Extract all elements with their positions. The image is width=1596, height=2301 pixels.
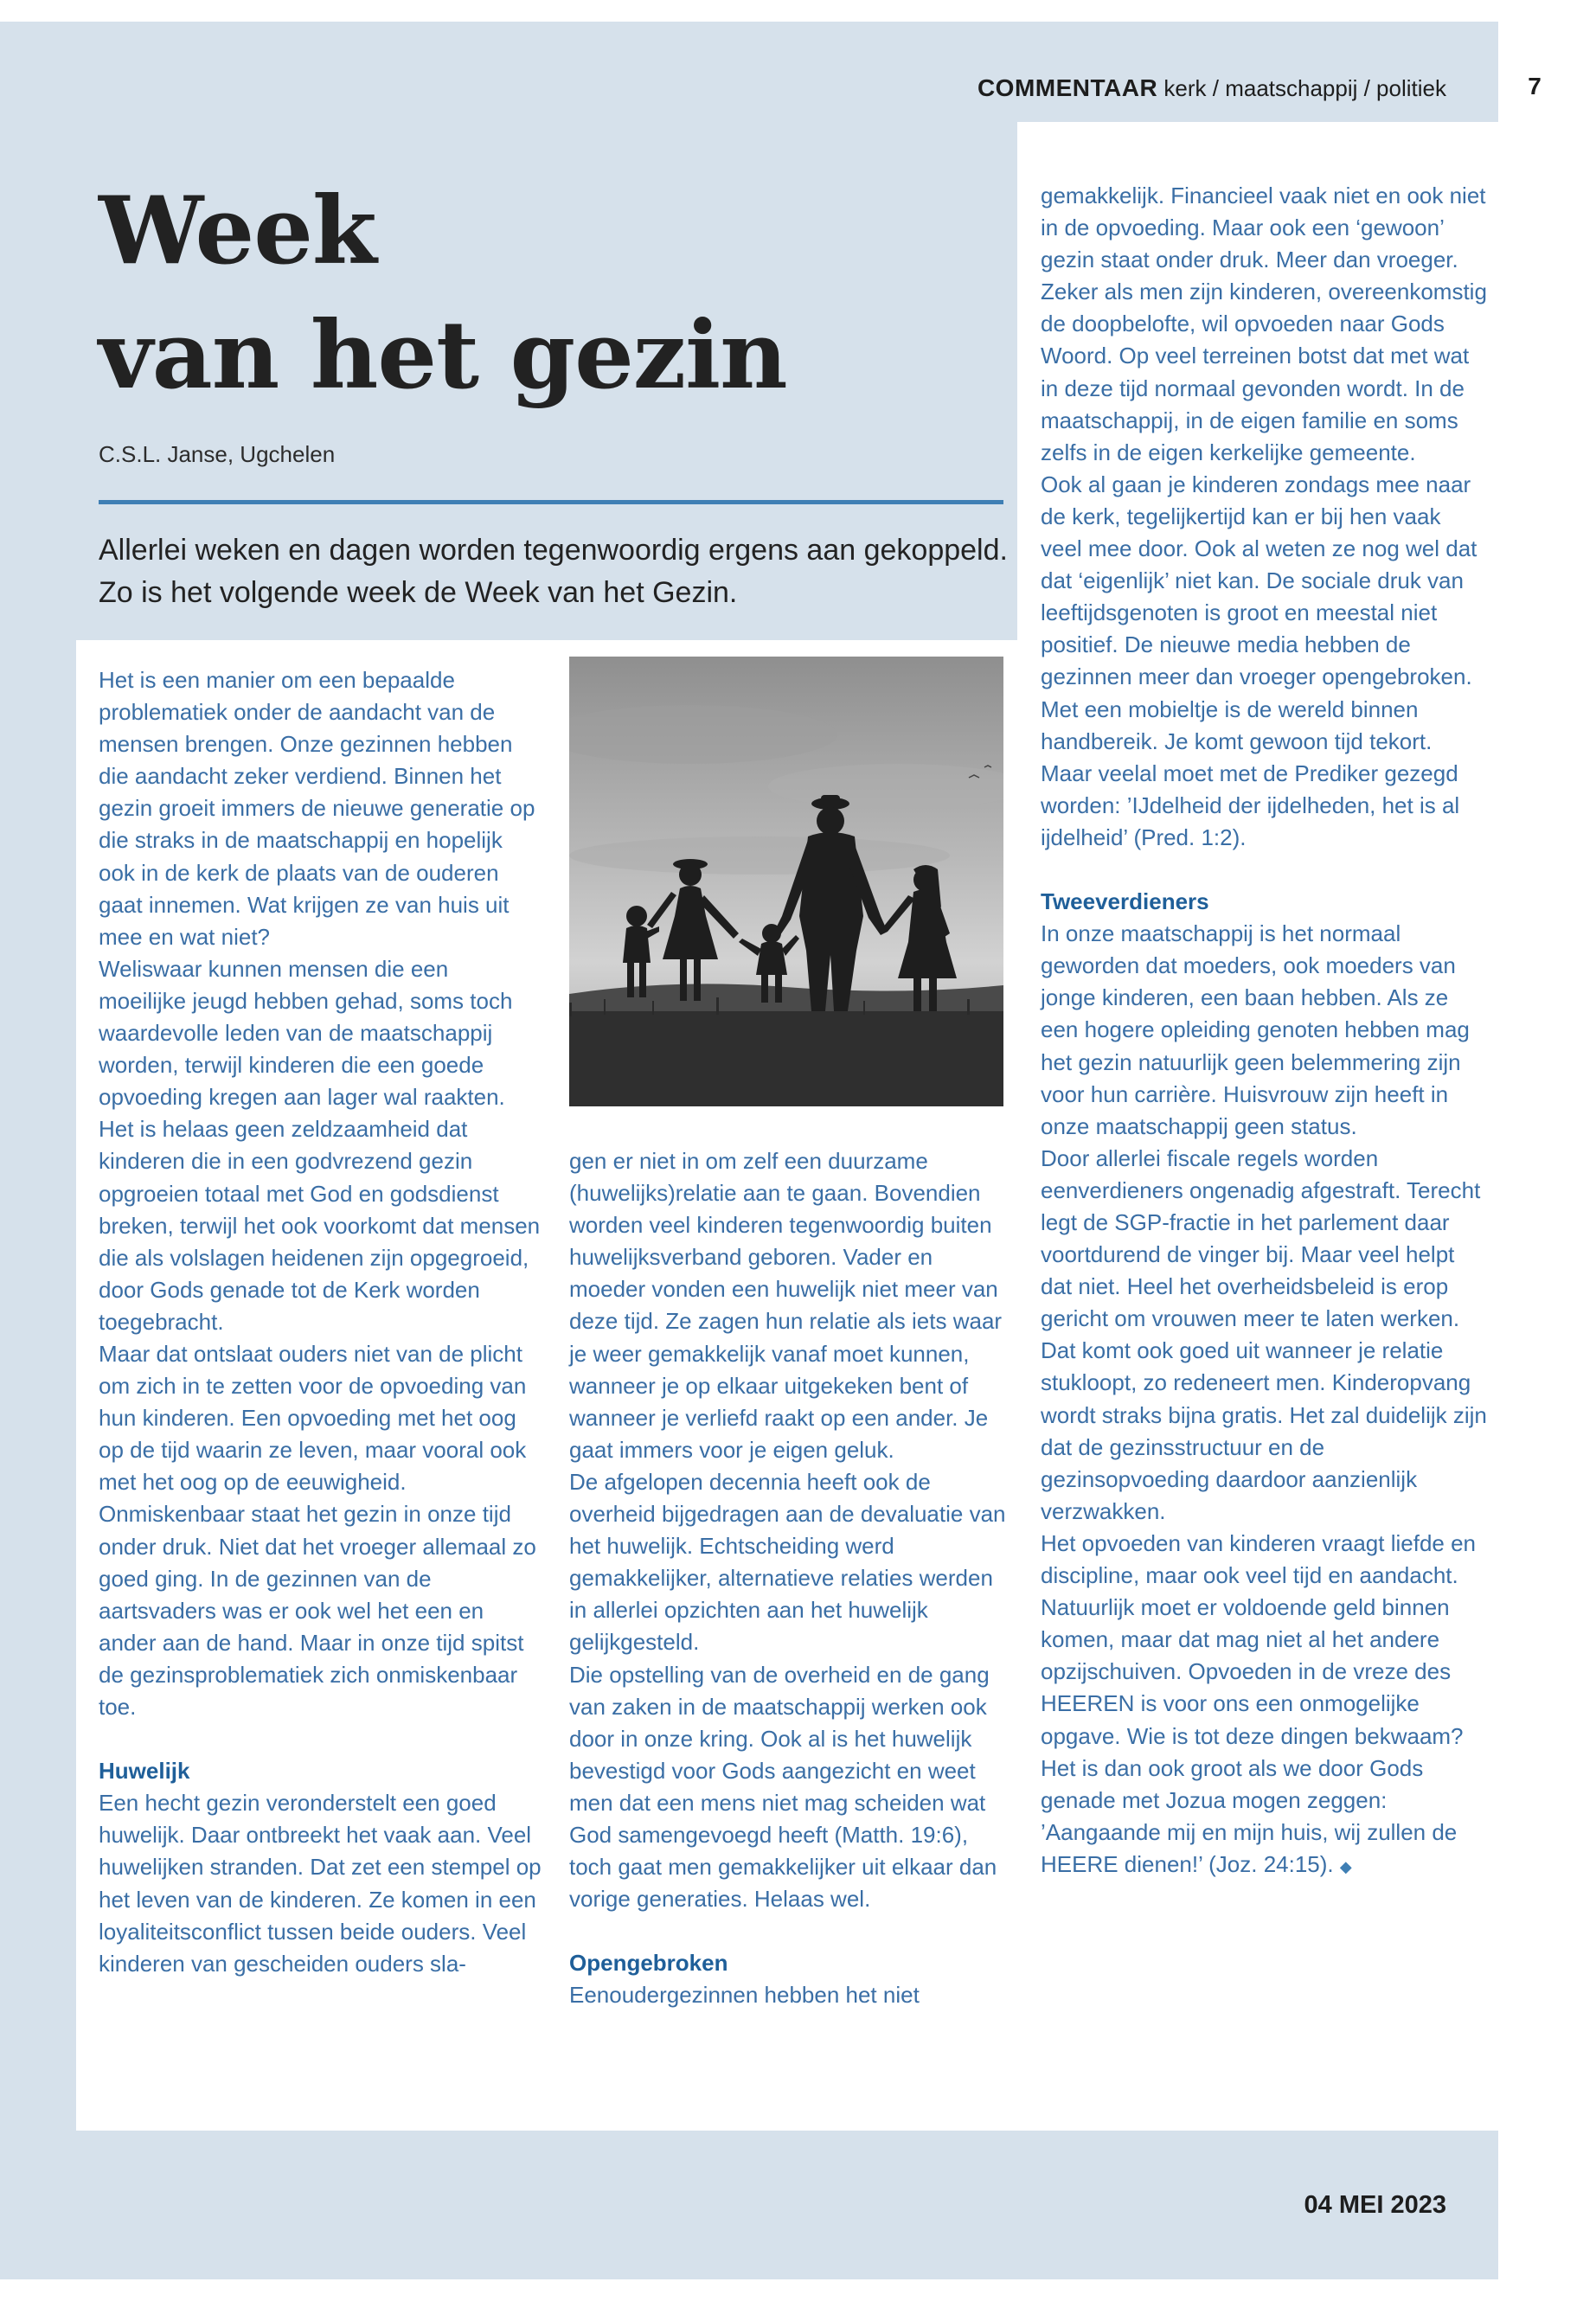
paragraph: Maar dat ontslaat ouders niet van de plicht om zich in te zetten voor de opvoeding van hun kinderen. Een opvoeding met het oog op de tijd waarin ze leven, maar vooral ook met het oog op de eeuwigheid. — [99, 1340, 527, 1496]
paragraph: Het opvoeden van kinderen vraagt liefde en discipline, maar ook veel tijd en aandacht. Natuurlijk moet er voldoende geld binnen komen, maar dat mag niet al het andere opzijschuiven. Opvoeden in de vreze des HEEREN is voor ons een onmogelijke opgave. Wie is tot deze dingen bekwaam? — [1041, 1529, 1477, 1749]
section-label: COMMENTAAR — [977, 74, 1158, 101]
family-silhouette-photo — [569, 657, 1003, 1106]
paragraph: Het is een manier om een bepaalde problematiek onder de aandacht van de mensen brengen. Onze gezinnen hebben die aandacht zeker verdiend. Binnen het gezin groeit immers de nieuwe generatie op die straks in de maatschappij en hopelijk ook in de kerk de plaats van de ouderen gaat innemen. Wat krijgen ze van huis uit mee en wat niet? — [99, 667, 535, 950]
paragraph-final — [1041, 1753, 1487, 1883]
paragraph: In onze maatschappij is het normaal geworden dat moeders, ook moeders van jonge kinderen, een baan hebben. Als ze een hogere opleiding genoten hebben mag het gezin natuurlijk geen belemmering zijn voor hun carrière. Huisvrouw zijn heeft in onze maatschappij geen status. — [1041, 920, 1470, 1139]
column-1 — [99, 664, 542, 1980]
paragraph-gap — [99, 1723, 542, 1755]
subheading-opengebroken: Opengebroken — [569, 1950, 728, 1977]
page-number: 7 — [1528, 73, 1542, 99]
paragraph: Die opstelling van de overheid en de gang van zaken in de maatschappij werken ook door in onze kring. Ook al is het huwelijk bevestigd voor Gods aangezicht en weet men dat een mens niet mag scheiden wat God samengevoegd heeft (Matth. 19:6), toch gaat men gemakkelijker uit elkaar dan vorige generaties. Helaas wel. — [569, 1661, 997, 1913]
column-2 — [569, 1145, 1012, 2012]
paragraph: Weliswaar kunnen mensen die een moeilijke jeugd hebben gehad, soms toch waardevolle leden van de maatschappij worden, terwijl kinderen die een goede opvoeding kregen aan lager wal raakten. Het is helaas geen zeldzaamheid dat kinderen die in een godvrezend gezin opgroeien totaal met God en godsdienst breken, terwijl het ook voorkomt dat mensen die als volslagen heidenen zijn opgegroeid, door Gods genade tot de Kerk worden toegebracht. — [99, 955, 541, 1335]
divider-rule — [99, 500, 1003, 504]
paragraph: De afgelopen decennia heeft ook de overheid bijgedragen aan de devaluatie van het huwelijk. Echtscheiding werd gemakkelijker, alternatieve relaties werden in allerlei opzichten aan het huwelijk gelijkgesteld. — [569, 1468, 1006, 1656]
issue-date: 04 MEI 2023 — [1304, 2191, 1446, 2219]
paragraph: Door allerlei fiscale regels worden eenverdieners ongenadig afgestraft. Terecht legt de SGP-fractie in het parlement daar voortdurend de vinger bij. Maar veel helpt dat niet. Heel het overheidsbeleid is erop gericht om vrouwen meer te laten werken. Dat komt ook goed uit wanneer je relatie stukloopt, zo redeneert men. Kinderopvang wordt straks bijna gratis. Het zal duidelijk zijn dat de gezinsstructuur en de gezinsopvoeding daardoor aanzienlijk verzwakken. — [1041, 1144, 1487, 1524]
end-of-article-diamond-icon: ◆ — [1339, 1857, 1352, 1875]
paragraph: Een hecht gezin veronderstelt een goed huwelijk. Daar ontbreekt het vaak aan. Veel huwelijken stranden. Dat zet een stempel op het leven van de kinderen. Ze komen in een loyaliteitsconflict tussen beide ouders. Veel kinderen van gescheiden ouders sla- — [99, 1790, 542, 1977]
column-3 — [1041, 180, 1487, 1883]
paragraph: Eenoudergezinnen hebben het niet — [569, 1982, 920, 2009]
paragraph: gen er niet in om zelf een duurzame (huwelijks)relatie aan te gaan. Bovendien worden veel kinderen tegenwoordig buiten huwelijksverband geboren. Vader en moeder vonden een huwelijk niet meer van deze tijd. Ze zagen hun relatie als iets waar je weer gemakkelijk vanaf moet kunnen, wanneer je op elkaar uitgekeken bent of wanneer je verliefd raakt op een ander. Je gaat immers voor je eigen geluk. — [569, 1148, 1003, 1463]
author-byline: C.S.L. Janse, Ugchelen — [99, 441, 336, 467]
title-line-2: van het gezin — [99, 301, 787, 410]
page-header — [0, 74, 1446, 102]
final-text: Het is dan ook groot als we door Gods genade met Jozua mogen zeggen: ’Aangaande mij en mijn huis, wij zullen de HEERE dienen!’ (Joz. 24:15). — [1041, 1754, 1458, 1877]
lead-paragraph: Allerlei weken en dagen worden tegenwoordig ergens aan gekoppeld. Zo is het volgende week de Week van het Gezin. — [99, 534, 1008, 609]
subheading-tweeverdieners: Tweeverdieners — [1041, 888, 1209, 915]
paragraph: Onmiskenbaar staat het gezin in onze tijd onder druk. Niet dat het vroeger allemaal zo goed ging. In de gezinnen van de aartsvaders was er ook wel het een en ander aan de hand. Maar in onze tijd spitst de gezinsproblematiek zich onmiskenbaar toe. — [99, 1501, 536, 1720]
article-title — [99, 169, 787, 418]
paragraph: gemakkelijk. Financieel vaak niet en ook niet in de opvoeding. Maar ook een ‘gewoon’ gezin staat onder druk. Meer dan vroeger. Zeker als men zijn kinderen, overeenkomstig de doopbelofte, wil opvoeden naar Gods Woord. Op veel terreinen botst dat met wat in deze tijd normaal gevonden wordt. In de maatschappij, in de eigen familie en soms zelfs in de eigen kerkelijke gemeente. — [1041, 183, 1487, 465]
subheading-huwelijk: Huwelijk — [99, 1758, 190, 1785]
section-topics: kerk / maatschappij / politiek — [1163, 75, 1446, 101]
paragraph-gap — [1041, 854, 1487, 886]
paragraph-gap — [569, 1915, 1012, 1947]
title-line-1: Week — [99, 176, 376, 285]
paragraph: Ook al gaan je kinderen zondags mee naar de kerk, tegelijkertijd kan er bij hen vaak veel mee door. Ook al weten ze nog wel dat dat ‘eigenlijk’ niet kan. De sociale druk van leeftijdsgenoten is groot en meestal niet positief. De nieuwe media hebben de gezinnen meer dan vroeger opengebroken. Met een mobieltje is de wereld binnen handbereik. Je komt gewoon tijd tekort. Maar veelal moet met de Prediker gezegd worden: ’IJdelheid der ijdelheden, het is al ijdelheid’ (Pred. 1:2). — [1041, 471, 1477, 850]
family-silhouette-image — [569, 657, 1003, 1106]
